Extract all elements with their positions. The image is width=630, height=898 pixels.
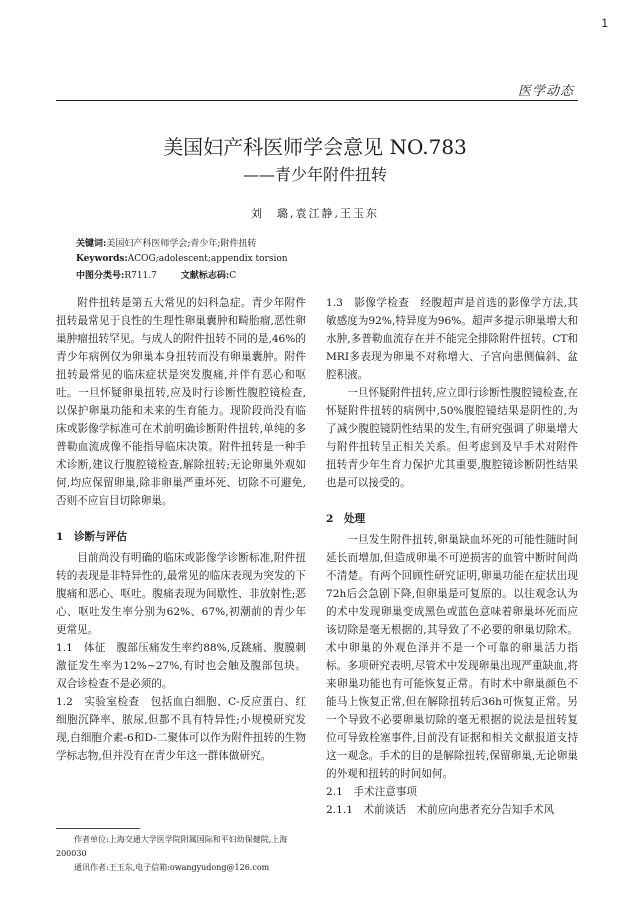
signs-label: 1.1 体征 bbox=[56, 642, 106, 654]
article-subtitle: ——青少年附件扭转 bbox=[242, 165, 387, 184]
imaging-text: 经腹超声是首选的影像学方法,其敏感度为92%,特异度为96%。超声多提示卵巢增大和水肿,多普勒血流存在并不能完全排除附件扭转。CT和MRI多表现为卵巢不对称增大、子宫向患侧偏斜、盆腔积液。 bbox=[326, 297, 579, 381]
correspondence-footnote: 通讯作者:王玉东,电子信箱:owangyudong@126.com bbox=[74, 863, 270, 872]
imaging-paragraph bbox=[326, 294, 578, 384]
keywords-en-label: Keywords: bbox=[76, 254, 128, 264]
footnote-rule bbox=[56, 828, 140, 829]
page-number: 1 bbox=[601, 16, 608, 30]
article-title: 美国妇产科医师学会意见 NO.783 bbox=[163, 135, 467, 159]
keywords-en-value: ACOG;adolescent;appendix torsion bbox=[127, 254, 288, 264]
lab-paragraph bbox=[56, 693, 306, 765]
header-rule bbox=[56, 100, 578, 101]
right-column bbox=[326, 294, 578, 819]
management-paragraph: 一旦发生附件扭转,卵巢缺血坏死的可能性随时间延长而增加,但造成卵巢不可逆损害的血管中断时间尚不清楚。有两个回顾性研究证明,卵巢功能在症状出现72h后会急剧下降,但卵巢是可复原的。以往观念认为的术中发现卵巢变成黑色或蓝色意味着卵巢坏死而应该切除是毫无根据的,其导致了不必要的卵巢切除术。术中卵巢的外观色泽并不是一个可靠的卵巢活力指标。多项研究表明,尽管术中发现卵巢出现严重缺血,将来卵巢功能也有可能恢复正常。有时术中卵巢颜色不能马上恢复正常,但在解除扭转后36h可恢复正常。另一个导致不必要卵巢切除的毫无根据的说法是扭转复位可导致栓塞事件,目前没有证据和相关文献报道支持这一观念。手术的目的是解除扭转,保留卵巢,无论卵巢的外观和扭转的时间如何。 bbox=[326, 534, 578, 780]
preop-label: 2.1.1 术前谈话 bbox=[326, 804, 406, 816]
keywords-label: 关键词: bbox=[76, 239, 107, 249]
lab-label: 1.2 实验室检查 bbox=[56, 696, 140, 708]
author-list: 刘 璐,袁江静,王玉东 bbox=[251, 207, 379, 220]
section-heading-management: 2 处理 bbox=[326, 513, 366, 525]
signs-paragraph bbox=[56, 639, 306, 693]
affiliation-footnote: 作者单位:上海交通大学医学院附属国际和平妇幼保健院,上海 200030 bbox=[56, 835, 288, 858]
intro-paragraph: 附件扭转是第五大常见的妇科急症。青少年附件扭转最常见于良性的生理性卵巢囊肿和畸胎瘤,恶性卵巢肿瘤扭转罕见。与成人的附件扭转不同的是,46%的青少年病例仅为卵巢本身扭转而没有卵巢囊肿。附件扭转最常见的临床症状是突发腹痛,并伴有恶心和呕吐。一旦怀疑卵巢扭转,应及时行诊断性腹腔镜检查,以保护卵巢功能和未来的生育能力。现阶段尚没有临床或影像学标准可在术前明确诊断附件扭转,单纯的多普勒血流成像不能指导临床决策。附件扭转是一种手术诊断,建议行腹腔镜检查,解除扭转;无论卵巢外观如何,均应保留卵巢,除非卵巢严重坏死、切除不可避免,否则不应盲目切除卵巢。 bbox=[56, 297, 306, 507]
left-column bbox=[56, 294, 306, 765]
classification-line bbox=[76, 270, 236, 283]
diagnosis-paragraph: 目前尚没有明确的临床或影像学诊断标准,附件扭转的表现是非特异性的,最常见的临床表现为突发的下腹痛和恶心、呕吐。腹痛表现为间歇性、非放射性;恶心、呕吐发生率分别为62%、67%,初潮前的青少年更常见。 bbox=[56, 552, 306, 636]
doc-code-value: C bbox=[229, 271, 237, 281]
clc-value: R711.7 bbox=[124, 271, 157, 281]
column-head: 医学动态 bbox=[517, 84, 574, 99]
doc-code-label: 文献标志码: bbox=[180, 271, 230, 281]
section-heading-diagnosis: 1 诊断与评估 bbox=[56, 531, 127, 543]
signs-text: 腹部压痛发生率约88%,反跳痛、腹膜刺激征发生率为12%~27%,有时也会触及腹部包块。双合诊检查不是必须的。 bbox=[56, 642, 306, 690]
clc-label: 中图分类号: bbox=[76, 271, 125, 281]
preop-text: 术前应向患者充分告知手术风 bbox=[416, 804, 555, 816]
lab-text: 包括血白细胞、C-反应蛋白、红细胞沉降率、脓尿,但都不具有特异性;小规模研究发现,白细胞介素-6和D-二聚体可以作为附件扭转的生物学标志物,但并没有在青少年这一群体做研究。 bbox=[56, 696, 307, 762]
keywords-value: 美国妇产科医师学会;青少年;附件扭转 bbox=[106, 239, 257, 249]
surgery-notes-heading: 2.1 手术注意事项 bbox=[326, 786, 418, 798]
keywords-en-line bbox=[76, 253, 288, 266]
laparoscopy-paragraph: 一旦怀疑附件扭转,应立即行诊断性腹腔镜检查,在怀疑附件扭转的病例中,50%腹腔镜结果是阴性的,为了减少腹腔镜阴性结果的发生,有研究强调了卵巢增大与附件扭转呈正相关关系。但考虑到及早手术对附件扭转青少年生育力保护尤其重要,腹腔镜诊断阴性结果也是可以接受的。 bbox=[326, 387, 578, 489]
keywords-line bbox=[76, 238, 256, 251]
imaging-label: 1.3 影像学检查 bbox=[326, 297, 410, 309]
preop-paragraph bbox=[326, 801, 578, 819]
